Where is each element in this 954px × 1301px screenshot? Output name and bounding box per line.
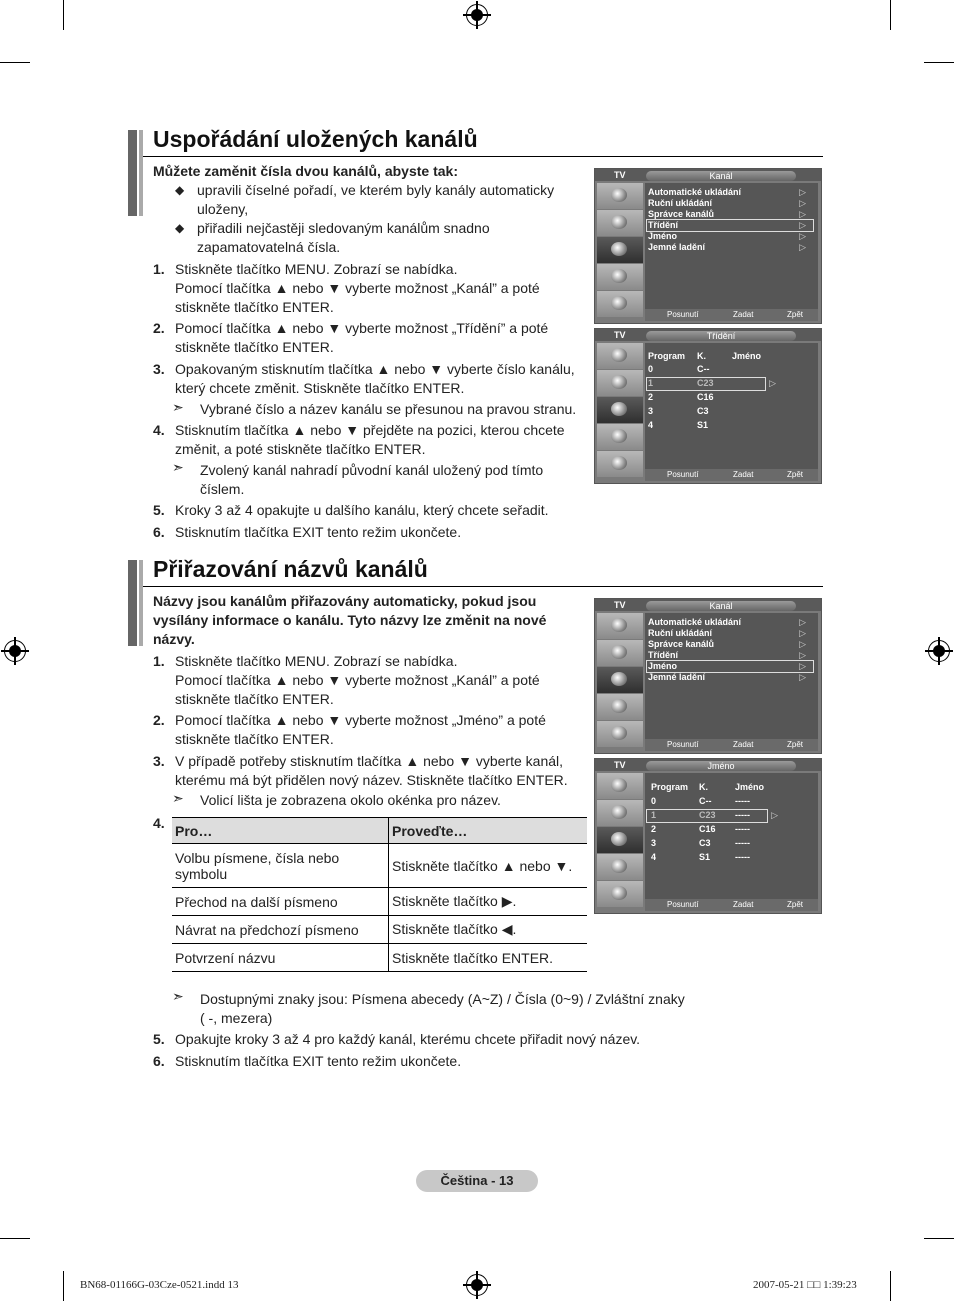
step-text: Opakovaným stisknutím tlačítka ▲ nebo ▼ vyberte číslo kanálu,: [175, 361, 575, 377]
menu-item: Ruční ukládání: [648, 198, 713, 208]
crop-mark: [0, 62, 30, 63]
channel-icon: [597, 237, 643, 263]
timestamp: 2007-05-21 □□ 1:39:23: [753, 1279, 857, 1291]
footer-back: Zpět: [787, 310, 804, 319]
note-arrow-icon: ➣: [172, 459, 184, 475]
tv-menu-jmeno: TV Jméno Program K. Jméno 0 C-- ----- 1 C23 ----- 2 C16 ----- 3 C3 ----- 4 S1 ----- ▷ Posunutí Zadat Zpět: [594, 758, 822, 914]
crop-mark: [890, 1271, 891, 1301]
footer-move: Posunutí: [667, 310, 699, 319]
selection-highlight: [646, 219, 814, 232]
step-text: Stisknutím tlačítka ▲ nebo ▼ přejděte na pozici, kterou chcete: [175, 422, 565, 438]
rename-table: [172, 817, 587, 972]
sound-icon: [597, 210, 643, 236]
page-number-badge: Čeština - 13: [416, 1170, 538, 1192]
section-bar: [139, 560, 143, 646]
step-text: Pomocí tlačítka ▲ nebo ▼ vyberte možnost „Kanál” a poté: [175, 672, 540, 688]
menu-item: Správce kanálů: [648, 209, 715, 219]
file-info: BN68-01166G-03Cze-0521.indd 13: [80, 1279, 239, 1291]
table-header: Pro…: [172, 818, 389, 844]
tv-menu-kanal: TV Kanál Automatické ukládání Ruční ukládání Správce kanálů Třídění Jméno Jemné ladění ▷ ▷ ▷ ▷ ▷ ▷ Posunutí Zadat Zpět: [594, 598, 822, 754]
input-icon: [597, 291, 643, 317]
column-header: K.: [697, 351, 706, 361]
bullet-text: přiřadili nejčastěji sledovaným kanálům snadno: [197, 220, 490, 236]
crop-mark: [0, 1238, 30, 1239]
registration-mark-icon: [466, 1274, 488, 1296]
note-arrow-icon: ➣: [172, 399, 184, 415]
step-text: Kroky 3 až 4 opakujte u dalšího kanálu, který chcete seřadit.: [175, 502, 549, 518]
bullet-icon: ◆: [175, 183, 185, 197]
selection-highlight: [646, 660, 814, 673]
selection-highlight: [646, 809, 768, 823]
menu-item: Jméno: [648, 231, 678, 241]
intro: názvy.: [153, 631, 195, 647]
note-text: ( -, mezera): [200, 1010, 273, 1026]
tv-menu-kanal: TV Kanál Automatické ukládání Ruční ukládání Správce kanálů Třídění Jméno Jemné ladění ▷ ▷ ▷ ▷ ▷ ▷ Posunutí Zadat Zpět: [594, 168, 822, 324]
crop-mark: [924, 1238, 954, 1239]
tv-menu-trideni: TV Třídění Program K. Jméno 0 C-- 1 C23 2 C16 3 C3 4 S1 ▷ Posunutí Zadat Zpět: [594, 328, 822, 484]
step-text: který chcete změnit. Stiskněte tlačítko ENTER.: [175, 380, 465, 396]
note-text: Volicí lišta je zobrazena okolo okénka pro název.: [200, 792, 501, 808]
menu-title: Kanál: [646, 171, 796, 181]
footer-enter: Zadat: [733, 310, 754, 319]
section-bar: [139, 130, 143, 216]
step-number: 6.: [153, 524, 165, 540]
tv-label: TV: [614, 330, 626, 340]
step-text: Pomocí tlačítka ▲ nebo ▼ vyberte možnost „Třídění” a poté: [175, 320, 549, 336]
step-text: kterému má být přidělen nový název. Stiskněte tlačítko ENTER.: [175, 772, 568, 788]
crop-mark: [924, 62, 954, 63]
table-cell: Stiskněte tlačítko ◀.: [389, 916, 588, 944]
menu-title: Kanál: [646, 601, 796, 611]
selection-highlight: [646, 377, 766, 391]
step-text: Stisknutím tlačítka EXIT tento režim ukončete.: [175, 1053, 462, 1069]
step-text: Stiskněte tlačítko MENU. Zobrazí se nabídka.: [175, 653, 458, 669]
note-text: číslem.: [200, 481, 245, 497]
table-cell: Přechod na další písmeno: [172, 888, 389, 916]
table-cell: Stiskněte tlačítko ▲ nebo ▼.: [389, 844, 588, 888]
intro: Můžete zaměnit čísla dvou kanálů, abyste tak:: [153, 163, 458, 179]
step-text: stiskněte tlačítko ENTER.: [175, 299, 334, 315]
menu-item: Automatické ukládání: [648, 187, 742, 197]
bullet-text: uloženy,: [197, 201, 249, 217]
note-text: Vybrané číslo a název kanálu se přesunou na pravou stranu.: [200, 401, 577, 417]
title-rule: [143, 156, 823, 157]
menu-title: Jméno: [646, 761, 796, 771]
menu-item: Jemné ladění: [648, 242, 706, 252]
step-number: 3.: [153, 753, 165, 769]
step-text: stiskněte tlačítko ENTER.: [175, 339, 334, 355]
step-number: 2.: [153, 712, 165, 728]
bullet-text: zapamatovatelná čísla.: [197, 239, 341, 255]
setup-icon: [597, 264, 643, 290]
table-cell: Potvrzení názvu: [172, 944, 389, 972]
crop-mark: [63, 0, 64, 30]
column-header: Jméno: [732, 351, 762, 361]
step-text: stiskněte tlačítko ENTER.: [175, 691, 334, 707]
table-header: Proveďte…: [389, 818, 588, 844]
step-text: Stiskněte tlačítko MENU. Zobrazí se nabídka.: [175, 261, 458, 277]
table-cell: Stiskněte tlačítko ▶.: [389, 888, 588, 916]
step-number: 5.: [153, 1031, 165, 1047]
title-rule: [143, 586, 823, 587]
note-arrow-icon: ➣: [172, 790, 184, 806]
note-arrow-icon: ➣: [172, 988, 184, 1004]
section-bar: [128, 130, 137, 216]
bullet-icon: ◆: [175, 221, 185, 235]
section-title: Přiřazování názvů kanálů: [153, 556, 428, 582]
note-text: Dostupnými znaky jsou: Písmena abecedy (A~Z) / Čísla (0~9) / Zvláštní znaky: [200, 991, 685, 1007]
table-cell: Návrat na předchozí písmeno: [172, 916, 389, 944]
step-text: Pomocí tlačítka ▲ nebo ▼ vyberte možnost „Jméno” a poté: [175, 712, 546, 728]
picture-icon: [597, 183, 643, 209]
crop-mark: [63, 1271, 64, 1301]
section-bar: [128, 560, 137, 646]
menu-title: Třídění: [646, 331, 796, 341]
intro: Názvy jsou kanálům přiřazovány automaticky, pokud jsou: [153, 593, 537, 609]
step-text: Pomocí tlačítka ▲ nebo ▼ vyberte možnost „Kanál” a poté: [175, 280, 540, 296]
section-title: Uspořádání uložených kanálů: [153, 126, 478, 152]
registration-mark-icon: [4, 640, 26, 662]
table-cell: Volbu písmene, čísla nebo symbolu: [172, 844, 389, 888]
step-text: stiskněte tlačítko ENTER.: [175, 731, 334, 747]
bullet-text: upravili číselné pořadí, ve kterém byly kanály automaticky: [197, 182, 555, 198]
step-number: 3.: [153, 361, 165, 377]
step-text: změnit, a poté stiskněte tlačítko ENTER.: [175, 441, 426, 457]
step-number: 1.: [153, 261, 165, 277]
step-number: 4.: [153, 422, 165, 438]
step-text: V případě potřeby stisknutím tlačítka ▲ nebo ▼ vyberte kanál,: [175, 753, 564, 769]
step-number: 6.: [153, 1053, 165, 1069]
tv-label: TV: [614, 170, 626, 180]
menu-item: Třídění: [648, 220, 679, 230]
step-text: Stisknutím tlačítka EXIT tento režim ukončete.: [175, 524, 462, 540]
registration-mark-icon: [928, 640, 950, 662]
column-header: Program: [648, 351, 686, 361]
note-text: Zvolený kanál nahradí původní kanál uložený pod tímto: [200, 462, 544, 478]
registration-mark-icon: [466, 4, 488, 26]
crop-mark: [890, 0, 891, 30]
table-cell: Stiskněte tlačítko ENTER.: [389, 944, 588, 972]
step-text: Opakujte kroky 3 až 4 pro každý kanál, kterému chcete přiřadit nový název.: [175, 1031, 641, 1047]
intro: vysílány informace o kanálu. Tyto názvy lze změnit na nové: [153, 612, 547, 628]
step-number: 4.: [153, 815, 165, 831]
step-number: 5.: [153, 502, 165, 518]
step-number: 2.: [153, 320, 165, 336]
step-number: 1.: [153, 653, 165, 669]
